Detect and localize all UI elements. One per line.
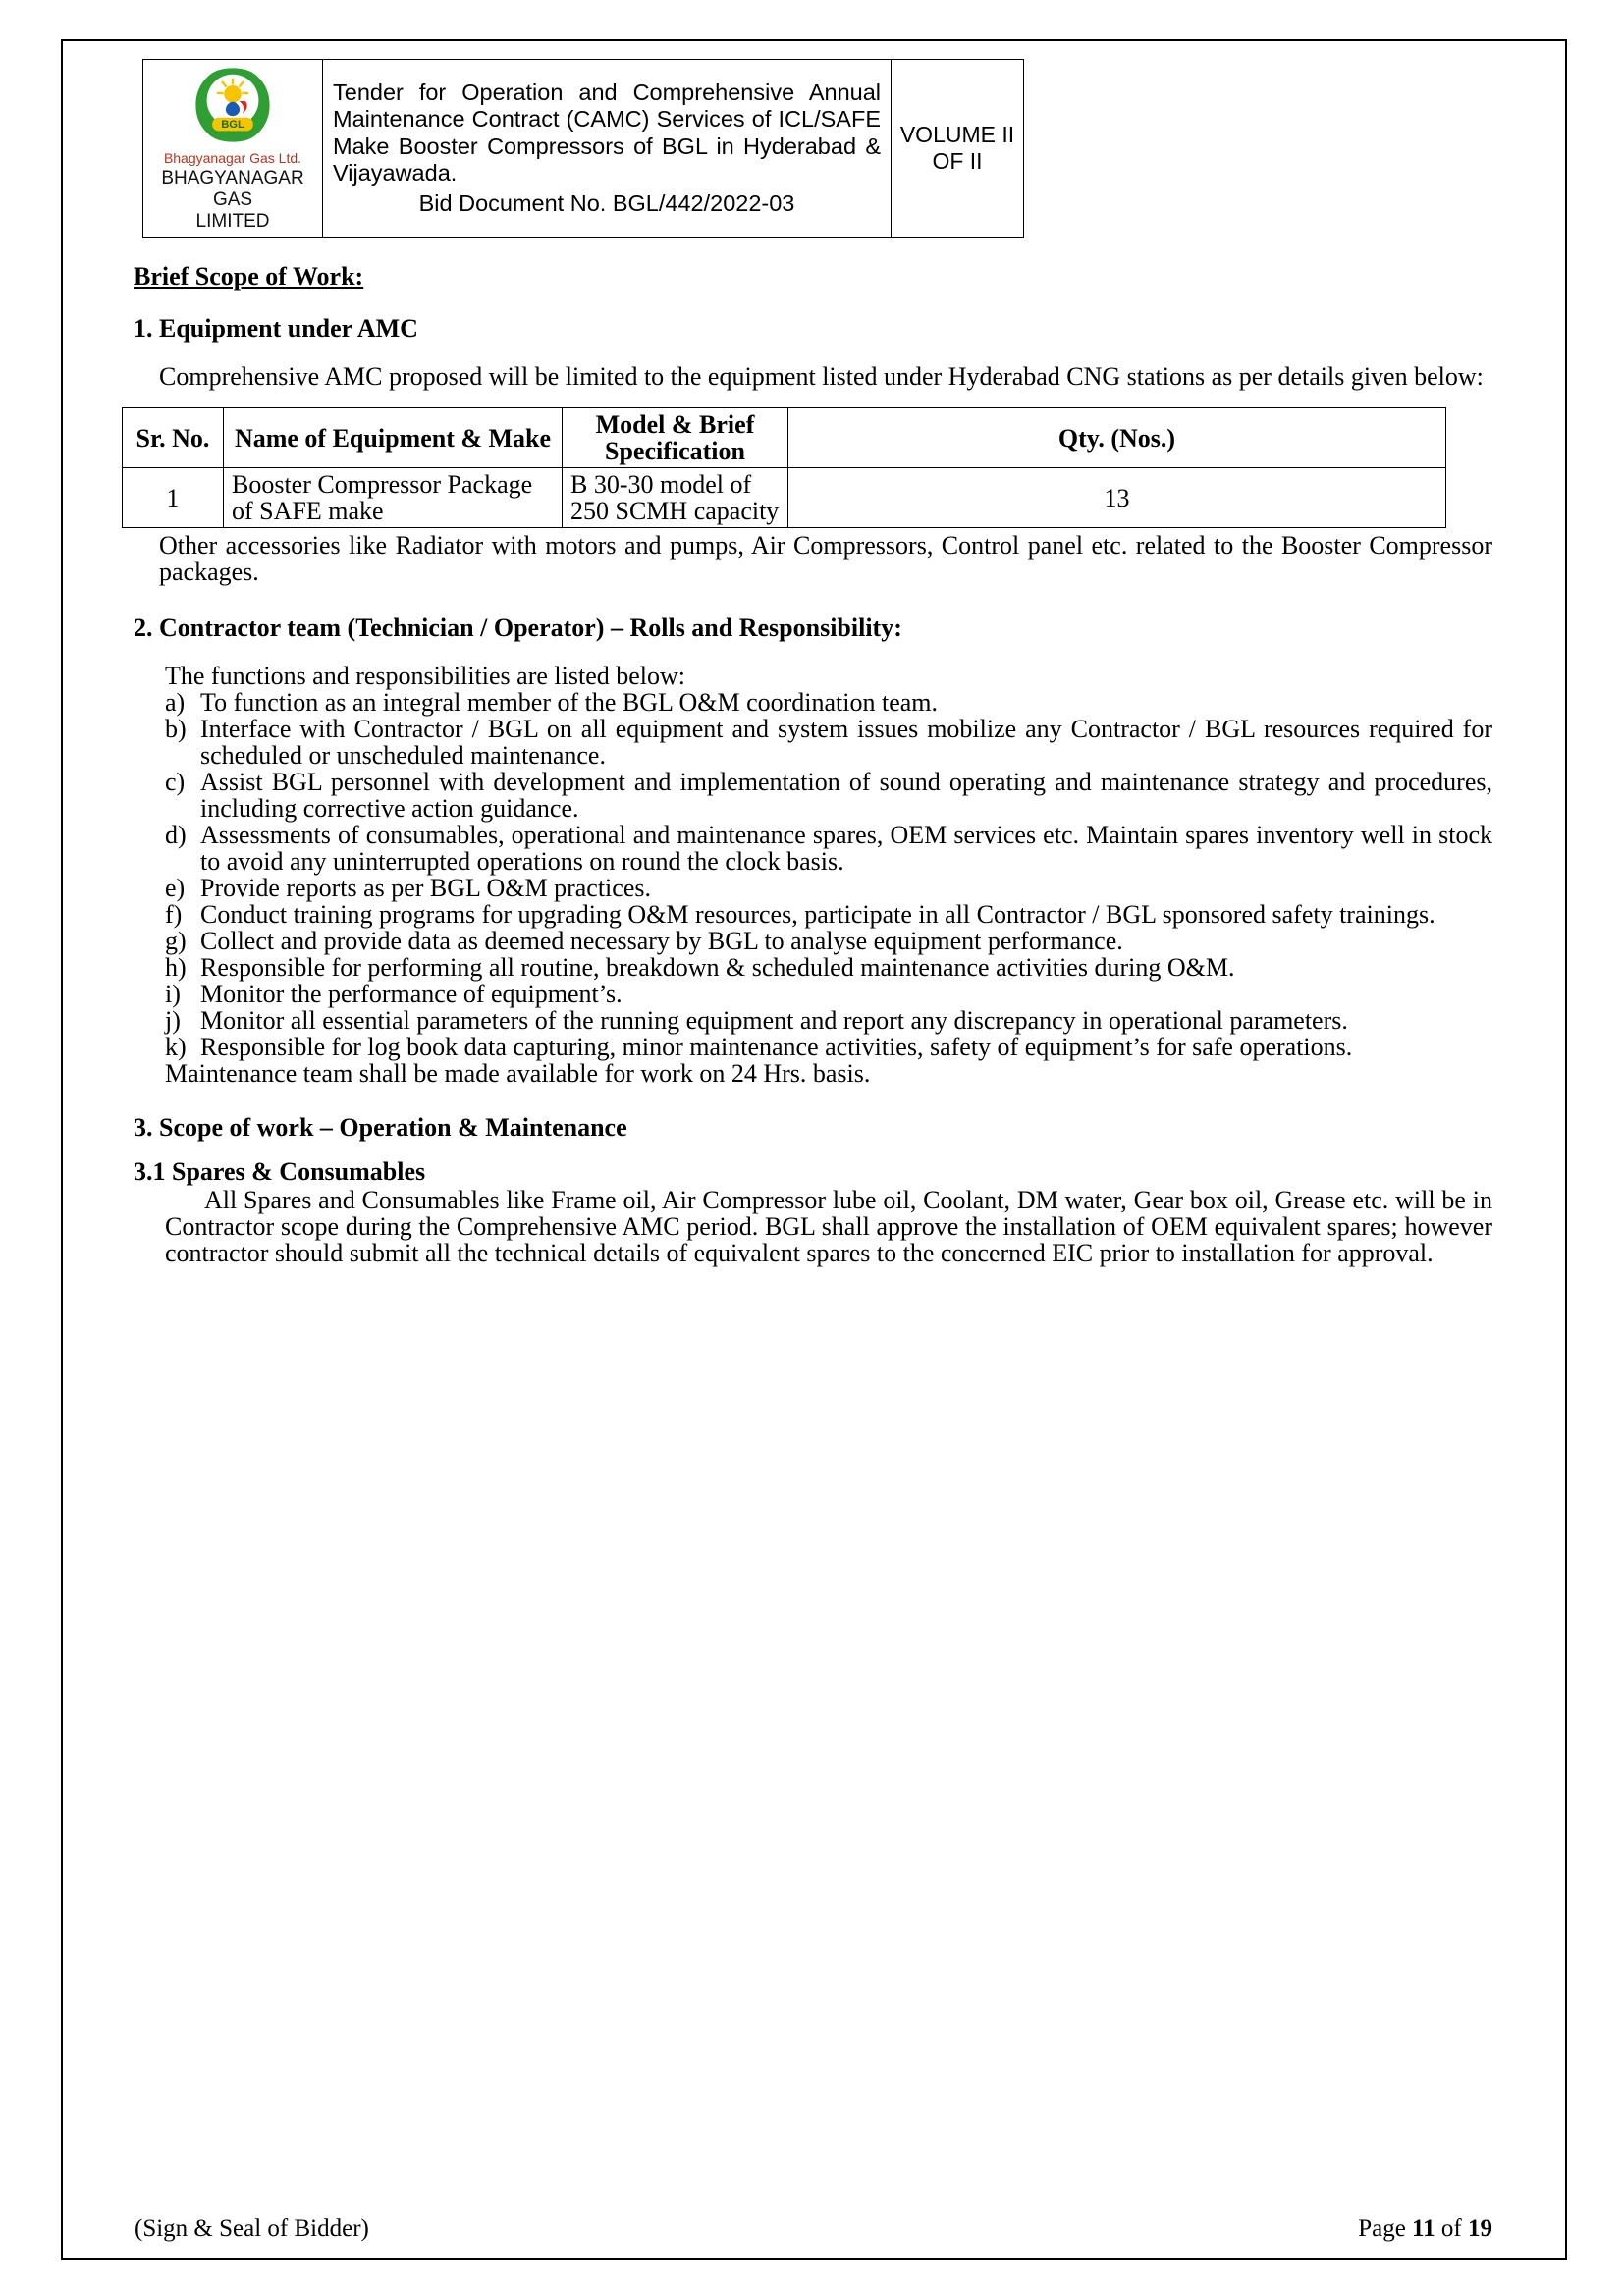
col-header-qty: Qty. (Nos.): [788, 408, 1446, 468]
list-item-text: Interface with Contractor / BGL on all equipment and system issues mobilize any Contractor / BGL resources required for scheduled or unscheduled maintenance.: [200, 715, 1492, 770]
list-item-label: d): [165, 821, 187, 849]
list-item: [165, 928, 1492, 954]
brief-scope-heading: Brief Scope of Work:: [134, 262, 364, 291]
responsibility-list: [134, 689, 1492, 1060]
of-word: of: [1440, 2216, 1462, 2242]
section-2-heading: 2. Contractor team (Technician / Operator) – Rolls and Responsibility:: [134, 614, 902, 642]
section-1-note: Other accessories like Radiator with motors and pumps, Air Compressors, Control panel etc. related to the Booster Compressor packages.: [159, 531, 1492, 586]
list-item: [165, 689, 1492, 716]
list-item: [165, 1007, 1492, 1034]
cell-qty: 13: [788, 468, 1446, 528]
list-item: [165, 822, 1492, 875]
section-3-1-heading: 3.1 Spares & Consumables: [134, 1157, 426, 1186]
list-item: [165, 981, 1492, 1007]
list-item-text: Assist BGL personnel with development and implementation of sound operating and maintenance strategy and procedures, including corrective action guidance.: [200, 768, 1492, 823]
list-item-label: i): [165, 980, 181, 1008]
list-item-label: j): [165, 1006, 181, 1035]
logo-cell: [143, 60, 323, 238]
org-name: [147, 168, 318, 233]
logo-subtitle: Bhagyanagar Gas Ltd.: [163, 150, 302, 166]
list-item-text: Monitor all essential parameters of the running equipment and report any discrepancy in operational parameters.: [200, 1006, 1348, 1035]
page-border: [61, 39, 1567, 2260]
section-2-intro: The functions and responsibilities are listed below:: [165, 662, 685, 690]
list-item-text: Monitor the performance of equipment’s.: [200, 980, 623, 1008]
list-item-text: Conduct training programs for upgrading O&M resources, participate in all Contractor / BGL sponsored safety trainings.: [200, 900, 1435, 929]
col-header-sr-no: Sr. No.: [123, 408, 224, 468]
list-item: [165, 875, 1492, 901]
section-3-heading: 3. Scope of work – Operation & Maintenance: [134, 1113, 627, 1142]
cell-equipment-name: Booster Compressor Package of SAFE make: [224, 468, 563, 528]
list-item-text: To function as an integral member of the BGL O&M coordination team.: [200, 688, 939, 717]
list-item: [165, 769, 1492, 822]
col-header-model: Model & Brief Specification: [563, 408, 788, 468]
list-item-label: f): [165, 900, 183, 929]
col-header-name: Name of Equipment & Make: [224, 408, 563, 468]
section-1-intro: Comprehensive AMC proposed will be limited to the equipment listed under Hyderabad CNG stations as per details given below:: [159, 362, 1484, 391]
volume-line1: VOLUME II: [899, 122, 1015, 147]
cell-model-spec: B 30-30 model of 250 SCMH capacity: [563, 468, 788, 528]
tender-title: Tender for Operation and Comprehensive Annual Maintenance Contract (CAMC) Services of ICL/SAFE Make Booster Compressors of BGL in Hyderabad & Vijayawada.: [333, 79, 881, 187]
volume-cell: [892, 60, 1024, 238]
bgl-logo: [193, 66, 272, 144]
list-item: [165, 954, 1492, 981]
org-name-line1: BHAGYANAGAR GAS: [161, 168, 304, 210]
sign-seal-note: (Sign & Seal of Bidder): [135, 2216, 369, 2242]
list-item-label: e): [165, 874, 186, 902]
page-number: 11: [1412, 2216, 1435, 2242]
list-item-text: Collect and provide data as deemed necessary by BGL to analyse equipment performance.: [200, 927, 1123, 955]
section-1-heading: 1. Equipment under AMC: [134, 314, 418, 343]
equipment-table-header-row: [123, 408, 1446, 468]
table-row: [123, 468, 1446, 528]
list-item: [165, 901, 1492, 928]
section-2-closing: Maintenance team shall be made available for work on 24 Hrs. basis.: [165, 1059, 871, 1088]
logo-short-name: BGL: [221, 119, 244, 132]
equipment-table: [122, 407, 1446, 528]
page-indicator: [1358, 2216, 1492, 2242]
list-item-text: Responsible for log book data capturing, minor maintenance activities, safety of equipment’s for safe operations.: [200, 1033, 1353, 1061]
list-item-text: Provide reports as per BGL O&M practices.: [200, 874, 651, 902]
list-item-text: Responsible for performing all routine, breakdown & scheduled maintenance activities during O&M.: [200, 953, 1235, 982]
org-name-line2: LIMITED: [195, 211, 270, 232]
list-item: [165, 716, 1492, 769]
title-cell: [323, 60, 892, 238]
list-item-label: h): [165, 953, 187, 982]
total-pages: 19: [1468, 2216, 1492, 2242]
cell-sr-no: 1: [123, 468, 224, 528]
list-item-label: a): [165, 688, 186, 717]
list-item-label: g): [165, 927, 187, 955]
document-header: [142, 59, 1024, 238]
list-item-label: c): [165, 768, 186, 796]
page-footer: [135, 2216, 1492, 2242]
list-item: [165, 1034, 1492, 1060]
page-content: [63, 41, 1565, 2258]
list-item-label: k): [165, 1033, 187, 1061]
volume-line2: OF II: [932, 148, 983, 174]
section-3-1-paragraph: All Spares and Consumables like Frame oil, Air Compressor lube oil, Coolant, DM water, Gear box oil, Grease etc. will be in Contractor scope during the Comprehensive AMC period. BGL shall approve the installation of OEM equivalent spares; however contractor should submit all the technical details of equivalent spares to the concerned EIC prior to installation for approval.: [165, 1186, 1492, 1267]
list-item-label: b): [165, 715, 187, 743]
page-word: Page: [1358, 2216, 1406, 2242]
list-item-text: Assessments of consumables, operational and maintenance spares, OEM services etc. Maintain spares inventory well in stock to avoid any uninterrupted operations on round the clock basis.: [200, 821, 1492, 876]
bid-document-number: Bid Document No. BGL/442/2022-03: [418, 189, 795, 216]
